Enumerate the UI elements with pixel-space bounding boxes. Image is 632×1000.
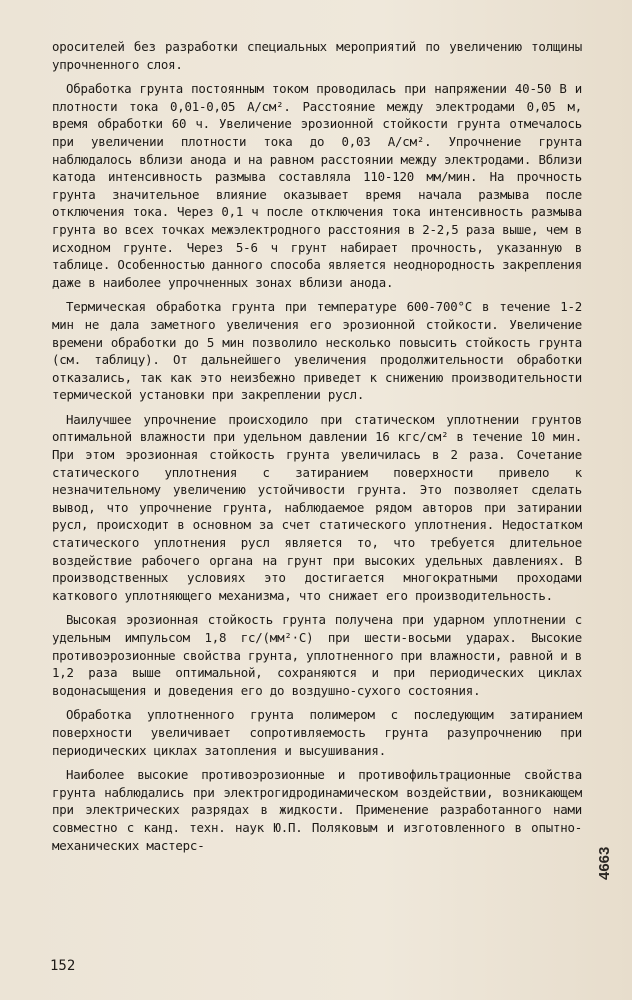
paragraph-5: Высокая эрозионная стойкость грунта получена при ударном уплотнении с удельным импульсом 1,8 гс/(мм²·С) при шести-восьми ударах. Высокие противоэрозионные свойства грунта, уплотненного при влажности, равной и в 1,2 раза выше оптимальной, сохраняются и при периодических циклах водонасыщения и доведения его до воздушно-сухого состояния. xyxy=(52,612,582,698)
page-number: 152 xyxy=(50,958,76,974)
paragraph-2: Обработка грунта постоянным током проводилась при напряжении 40-50 В и плотности тока 0,01-0,05 А/см². Расстояние между электродами 0,05 м, время обработки 60 ч. Увеличение эрозионной стойкости грунта отмечалось при увеличении плотности тока до 0,03 А/см². Упрочнение грунта наблюдалось вблизи анода и на равном расстоянии между электродами. Вблизи катода интенсивность размыва составляла 110-120 мм/мин. На прочность грунта значительное влияние оказывает время начала размыва после отключения тока. Через 0,1 ч после отключения тока интенсивность размыва грунта во всех точках межэлектродного расстояния в 2-2,5 раза выше, чем в исходном грунте. Через 5-6 ч грунт набирает прочность, указанную в таблице. Особенностью данного способа является неоднородность закрепления даже в наиболее упрочненных зонах вблизи анода. xyxy=(52,81,582,290)
body-text xyxy=(52,38,582,861)
paragraph-4: Наилучшее упрочнение происходило при статическом уплотнении грунтов оптимальной влажности при удельном давлении 16 кгс/см² в течение 10 мин. При этом эрозионная стойкость грунта увеличилась в 2 раза. Сочетание статического уплотнения с затиранием поверхности привело к незначительному увеличению устойчивости грунта. Это позволяет сделать вывод, что упрочнение грунта, наблюдаемое рядом авторов при затирании русл, происходит в основном за счет статического уплотнения. Недостатком статического уплотнения русл является то, что требуется длительное воздействие рабочего органа на грунт при высоких удельных давлениях. В производственных условиях это достигается многократными проходами каткового уплотняющего механизма, что снижает его производительность. xyxy=(52,411,582,603)
margin-number: 4663 xyxy=(596,846,613,880)
paragraph-1: оросителей без разработки специальных мероприятий по увеличению толщины упрочненного слоя. xyxy=(52,39,582,72)
paragraph-6: Обработка уплотненного грунта полимером с последующим затиранием поверхности увеличивает сопротивляемость грунта разупрочнению при периодических циклах затопления и высушивания. xyxy=(52,707,582,758)
paragraph-3: Термическая обработка грунта при температуре 600-700°С в течение 1-2 мин не дала заметного увеличения его эрозионной стойкости. Увеличение времени обработки до 5 мин позволило несколько повысить стойкость грунта (см. таблицу). От дальнейшего увеличения продолжительности обработки отказались, так как это неизбежно приведет к снижению производительности термической установки при закреплении русл. xyxy=(52,299,582,403)
paragraph-7: Наиболее высокие противоэрозионные и противофильтрационные свойства грунта наблюдались при электрогидродинамическом воздействии, возникающем при электрических разрядах в жидкости. Применение разработанного нами совместно с канд. техн. наук Ю.П. Поляковым и изготовленного в опытно-механических мастерс- xyxy=(52,767,582,853)
